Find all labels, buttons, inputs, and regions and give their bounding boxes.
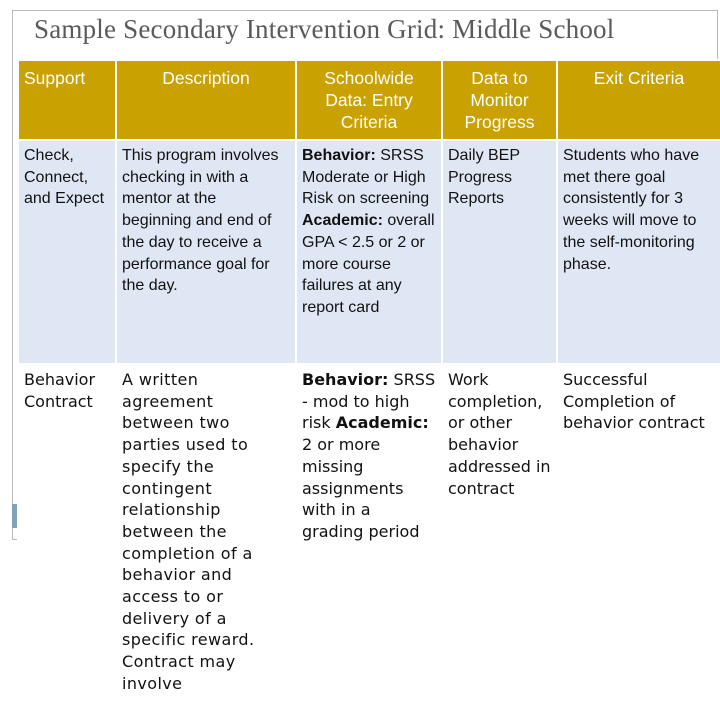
entry-behavior-label: Behavior: — [302, 370, 389, 389]
header-monitor-data: Data to Monitor Progress — [442, 60, 557, 140]
entry-academic-text: 2 or more missing assignments with in a grading period — [302, 435, 420, 541]
cell-description: This program involves checking in with a mentor at the beginning and end of the day to receive a performance goal for the day. — [116, 140, 296, 364]
cell-support: Behavior Contract — [18, 364, 116, 700]
cell-entry-criteria — [296, 140, 442, 364]
cell-exit: Successful Completion of behavior contract — [557, 364, 720, 700]
entry-academic-label: Academic: — [335, 413, 429, 433]
entry-behavior-text: SRSS Moderate or High Risk on screening — [302, 147, 430, 208]
entry-academic-text: overall GPA < 2.5 or 2 or more course failures at any report card — [302, 212, 435, 316]
table-row — [18, 140, 720, 364]
header-entry-criteria: Schoolwide Data: Entry Criteria — [296, 60, 442, 140]
entry-academic-label: Academic: — [302, 212, 383, 230]
entry-behavior-text: SRSS - mod to high risk — [302, 370, 436, 433]
table-header-row — [18, 60, 720, 140]
header-exit-criteria: Exit Criteria — [557, 60, 720, 140]
header-support: Support — [18, 60, 116, 140]
cell-description: A written agreement between two parties used to specify the contingent relationship between the completion of a behavior and access to or delivery of a specific reward. Contract may involve — [116, 364, 296, 700]
cell-support: Check, Connect, and Expect — [18, 140, 116, 364]
entry-behavior-label: Behavior: — [302, 147, 376, 164]
cell-monitor: Work completion, or other behavior addressed in contract — [442, 364, 557, 700]
intervention-grid-table — [17, 59, 720, 701]
cell-exit: Students who have met there goal consistently for 3 weeks will move to the self-monitoring phase. — [557, 140, 720, 364]
slide-title: Sample Secondary Intervention Grid: Middle School — [34, 14, 615, 44]
cell-entry-criteria — [296, 364, 442, 700]
table-row — [18, 364, 720, 700]
header-description: Description — [116, 60, 296, 140]
cell-monitor: Daily BEP Progress Reports — [442, 140, 557, 364]
